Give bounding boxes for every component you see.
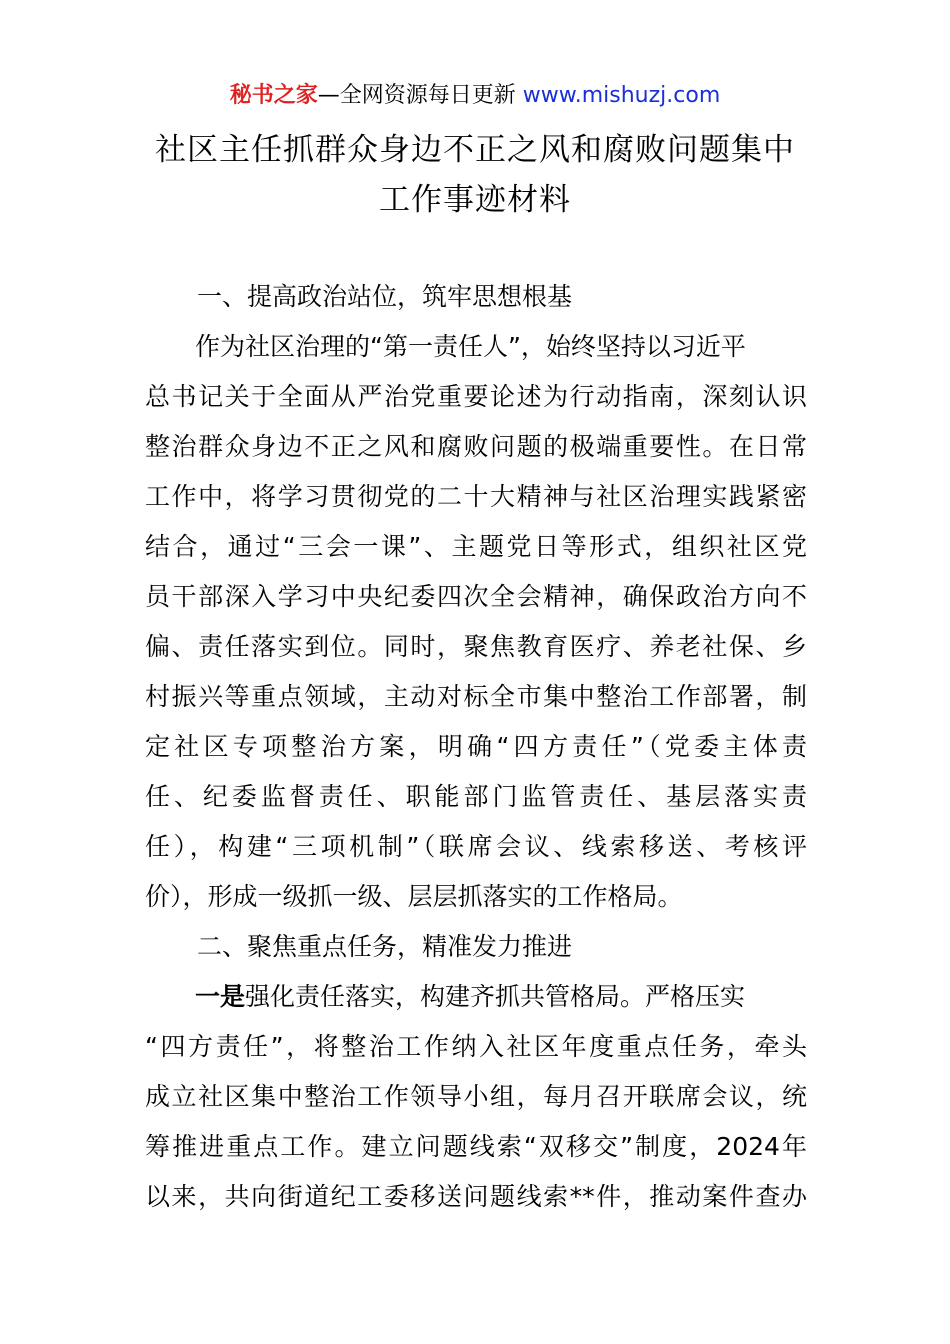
paragraph-line: 任），构建“三项机制”（联席会议、线索移送、考核评 (145, 832, 807, 861)
paragraph-line: 以来，共向街道纪工委移送问题线索**件，推动案件查办 (145, 1182, 807, 1211)
paragraph-line: 任、纪委监督责任、职能部门监管责任、基层落实责 (145, 782, 807, 811)
section-heading-1: 一、提高政治站位，筑牢思想根基 (197, 282, 573, 311)
site-brand: 秘书之家 (229, 83, 318, 108)
paragraph-line: “四方责任”，将整治工作纳入社区年度重点任务，牵头 (145, 1032, 807, 1061)
paragraph-line: 村振兴等重点领域，主动对标全市集中整治工作部署，制 (145, 682, 807, 711)
paragraph-line: 结合，通过“三会一课”、主题党日等形式，组织社区党 (145, 532, 807, 561)
document-title-line-1: 社区主任抓群众身边不正之风和腐败问题集中 (155, 132, 795, 168)
paragraph-line: 总书记关于全面从严治党重要论述为行动指南，深刻认识 (145, 382, 807, 411)
lead-rest-text: 强化责任落实，构建齐抓共管格局。严格压实 (245, 982, 746, 1011)
document-body (145, 272, 807, 1222)
paragraph-line: 筹推进重点工作。建立问题线索“双移交”制度，2024年 (145, 1132, 807, 1161)
paragraph-line: 偏、责任落实到位。同时，聚焦教育医疗、养老社保、乡 (145, 632, 807, 661)
paragraph-line: 作为社区治理的“第一责任人”，始终坚持以习近平 (195, 332, 746, 361)
site-url[interactable]: www.mishuzj.com (522, 83, 721, 108)
site-tagline: —全网资源每日更新 (317, 83, 516, 108)
section-heading-2: 二、聚焦重点任务，精准发力推进 (197, 932, 573, 961)
paragraph-line: 成立社区集中整治工作领导小组，每月召开联席会议，统 (145, 1082, 807, 1111)
paragraph-line: 定社区专项整治方案，明确“四方责任”（党委主体责 (145, 732, 807, 761)
paragraph-line: 整治群众身边不正之风和腐败问题的极端重要性。在日常 (145, 432, 807, 461)
site-header (0, 80, 950, 112)
paragraph-line: 员干部深入学习中央纪委四次全会精神，确保政治方向不 (145, 582, 807, 611)
lead-bold-text: 一是 (195, 982, 246, 1011)
document-title-line-2: 工作事迹材料 (379, 182, 571, 218)
paragraph-lead-line (145, 972, 807, 1022)
paragraph-line: 价），形成一级抓一级、层层抓落实的工作格局。 (145, 882, 683, 911)
paragraph-line: 工作中，将学习贯彻党的二十大精神与社区治理实践紧密 (145, 482, 807, 511)
